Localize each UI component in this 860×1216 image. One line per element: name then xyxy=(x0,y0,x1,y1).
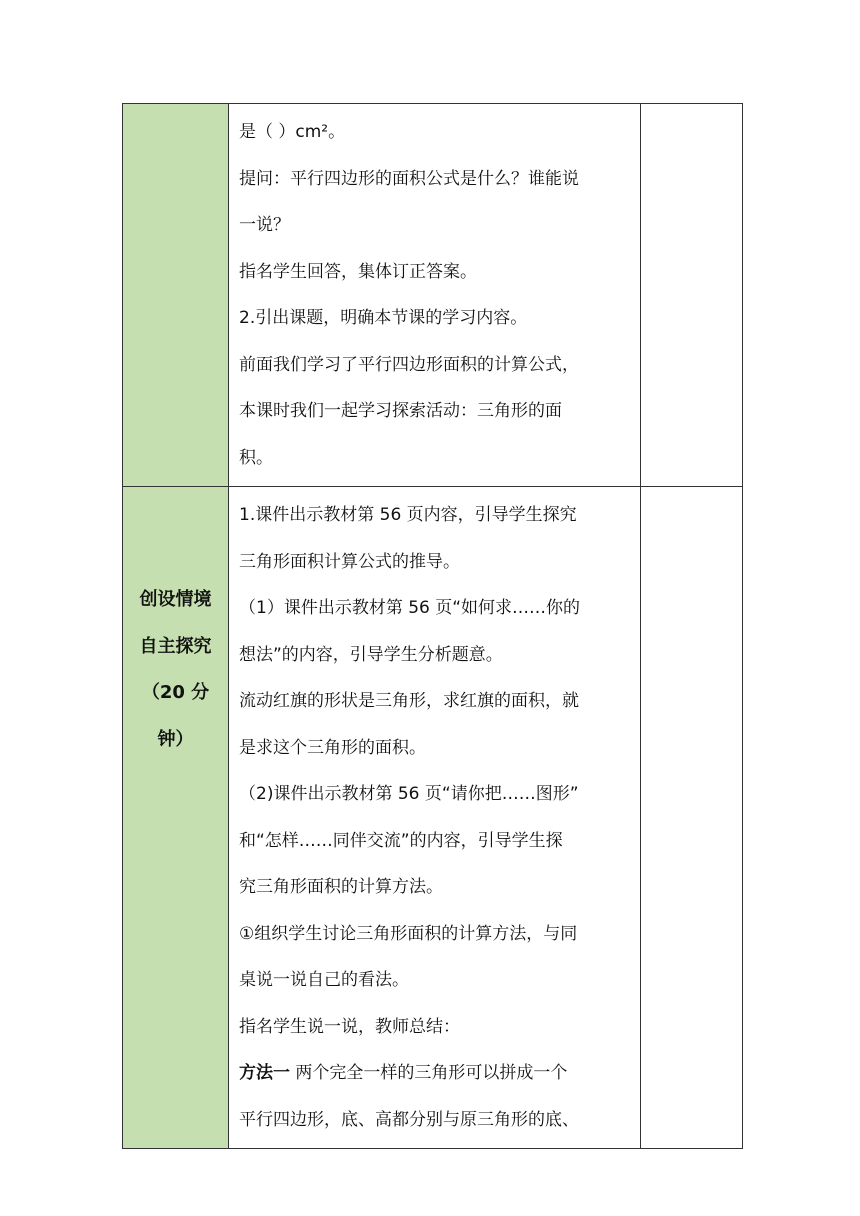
content-line: 平行四边形，底、高都分别与原三角形的底、 xyxy=(239,1109,579,1130)
content-line: （2)课件出示教材第 56 页“请你把……图形” xyxy=(239,784,579,804)
content-line: ①组织学生讨论三角形面积的计算方法，与同 xyxy=(239,923,578,944)
lesson-plan-table xyxy=(122,103,743,1149)
method-line xyxy=(239,1050,632,1097)
content-line: 一说？ xyxy=(239,215,290,235)
stage-title xyxy=(123,487,228,763)
content-cell xyxy=(229,104,641,487)
content-line: 2.引出课题，明确本节课的学习内容。 xyxy=(239,308,528,328)
content-line: 积。 xyxy=(239,447,273,468)
stage-line: （20 分 xyxy=(141,682,210,703)
content-line: 是求这个三角形的面积。 xyxy=(239,737,426,758)
content-line: 三角形面积计算公式的推导。 xyxy=(239,551,460,572)
content-line: 究三角形面积的计算方法。 xyxy=(239,877,443,897)
content-cell xyxy=(229,487,641,1149)
content-line: 流动红旗的形状是三角形，求红旗的面积，就 xyxy=(239,691,579,711)
content-line: 本课时我们一起学习探索活动：三角形的面 xyxy=(239,401,562,421)
content-line: 指名学生说一说，教师总结： xyxy=(239,1016,460,1037)
content-line: 1.课件出示教材第 56 页内容，引导学生探究 xyxy=(239,505,577,525)
method-text: 两个完全一样的三角形可以拼成一个 xyxy=(295,1063,568,1083)
stage-line: 自主探究 xyxy=(139,635,212,657)
stage-line: 钟） xyxy=(157,728,194,750)
content-line: 桌说一说自己的看法。 xyxy=(239,970,409,990)
table-row xyxy=(123,104,743,487)
notes-cell xyxy=(641,487,743,1149)
content-line: （1）课件出示教材第 56 页“如何求……你的 xyxy=(239,598,581,618)
content-line: 和“怎样……同伴交流”的内容，引导学生探 xyxy=(239,830,563,851)
content-line: 提问：平行四边形的面积公式是什么？谁能说 xyxy=(239,168,579,189)
stage-line: 创设情境 xyxy=(139,589,212,610)
content-line: 是（ ）cm²。 xyxy=(239,122,346,142)
method-label: 方法一 xyxy=(239,1063,290,1083)
content-line: 前面我们学习了平行四边形面积的计算公式， xyxy=(239,354,579,375)
content-line: 想法”的内容，引导学生分析题意。 xyxy=(239,644,503,665)
content-line: 指名学生回答，集体订正答案。 xyxy=(239,261,477,282)
table-row xyxy=(123,487,743,1149)
stage-cell xyxy=(123,487,229,1149)
notes-cell xyxy=(641,104,743,487)
stage-cell xyxy=(123,104,229,487)
